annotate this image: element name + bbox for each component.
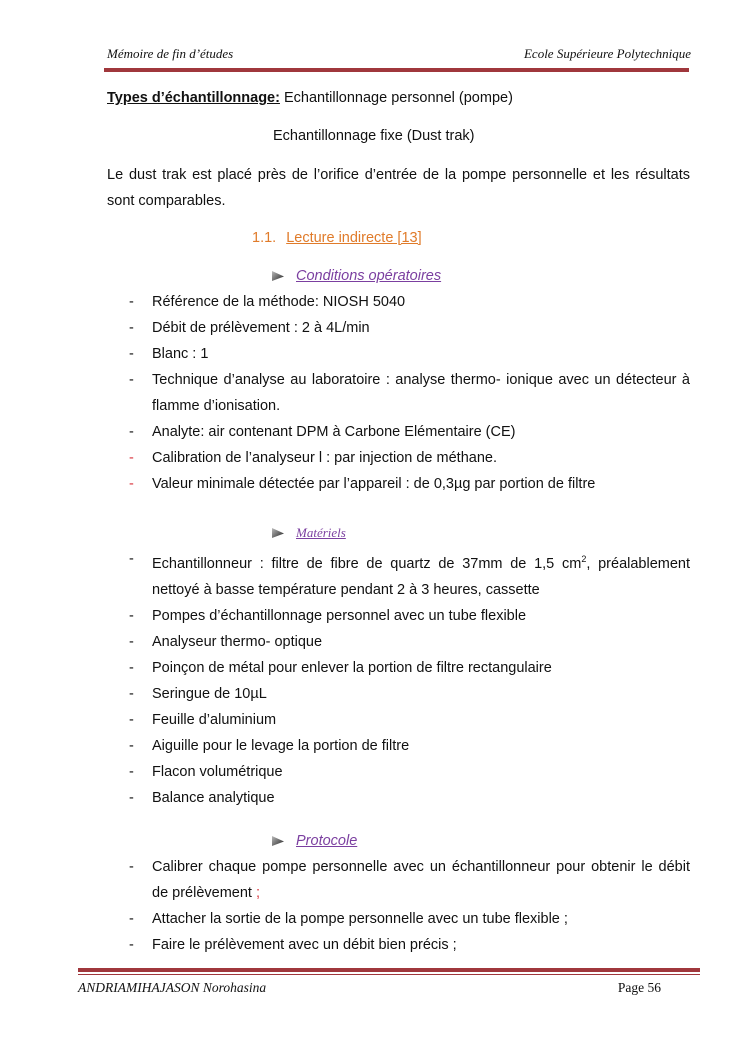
materiels-title: Matériels — [296, 525, 346, 540]
page-number: Page 56 — [617, 980, 661, 995]
protocole-list — [0, 854, 690, 958]
list-item: - Technique d’analyse au laboratoire : analyse thermo- ionique avec un détecteur à flamme d’ionisation. — [129, 372, 690, 414]
list-item: - Faire le prélèvement avec un débit bien précis ; — [129, 937, 457, 953]
section-number: 1.1. — [252, 230, 277, 246]
list-item: - Calibrer chaque pompe personnelle avec un échantillonneur pour obtenir le débit de prélèvement ; — [129, 859, 690, 901]
list-item: - Echantillonneur : filtre de fibre de quartz de 37mm de 1,5 $cm^2$, préalablement nettoyé à basse température pendant 2 à 3 heures, cassette — [129, 551, 691, 598]
list-item: - Feuille d’aluminium — [129, 711, 277, 728]
section-heading — [252, 230, 422, 246]
list-item: - Référence de la méthode: NIOSH 5040 — [129, 294, 406, 310]
bullet-arrow-icon — [272, 528, 284, 538]
sampling-types-label: Types d’échantillonnage: — [107, 90, 280, 106]
materiels-heading — [272, 525, 346, 541]
intro-paragraph: Le dust trak est placé près de l’orifice d’entrée de la pompe personnelle et les résultats sont comparables. — [107, 167, 690, 209]
header-left-text: Mémoire de fin d’études — [107, 46, 234, 61]
list-item: - Analyte: air contenant DPM à Carbone Elémentaire (CE) — [129, 424, 516, 440]
footer-author: ANDRIAMIHAJASON Norohasina — [78, 980, 267, 995]
list-item: - Blanc : 1 — [129, 346, 209, 362]
protocole-heading — [272, 833, 357, 849]
materiels-list — [0, 546, 690, 811]
list-item: - Balance analytique — [129, 789, 275, 806]
list-item: - Seringue de 10µL — [129, 685, 267, 702]
header-rule — [104, 68, 689, 72]
list-item: - Flacon volumétrique — [129, 763, 283, 780]
sampling-types-line — [107, 90, 513, 106]
footer-rule-thin — [78, 974, 700, 975]
list-item: - Valeur minimale détectée par l’appareil : de 0,3µg par portion de filtre — [129, 476, 596, 492]
header-right-text: Ecole Supérieure Polytechnique — [523, 46, 691, 61]
list-item: - Analyseur thermo- optique — [129, 633, 323, 650]
footer-rule — [78, 968, 700, 972]
list-item: - Calibration de l’analyseur l : par injection de méthane. — [129, 450, 497, 466]
conditions-title: Conditions opératoires — [296, 268, 442, 284]
conditions-list — [0, 289, 690, 497]
sampling-type-fixed: Echantillonnage fixe (Dust trak) — [273, 128, 475, 144]
sampling-type-personal: Echantillonnage personnel (pompe) — [279, 90, 513, 106]
bullet-arrow-icon — [272, 271, 284, 281]
bullet-arrow-icon — [272, 836, 284, 846]
section-title: Lecture indirecte [13] — [286, 230, 422, 246]
list-item: - Pompes d’échantillonnage personnel avec un tube flexible — [129, 607, 527, 624]
list-item: - Débit de prélèvement : 2 à 4L/min — [129, 320, 370, 336]
list-item: - Poinçon de métal pour enlever la portion de filtre rectangulaire — [129, 659, 552, 676]
conditions-heading — [272, 268, 441, 284]
protocole-title: Protocole — [296, 833, 358, 849]
list-item: - Attacher la sortie de la pompe personnelle avec un tube flexible ; — [129, 911, 568, 927]
list-item: - Aiguille pour le levage la portion de filtre — [129, 737, 410, 754]
